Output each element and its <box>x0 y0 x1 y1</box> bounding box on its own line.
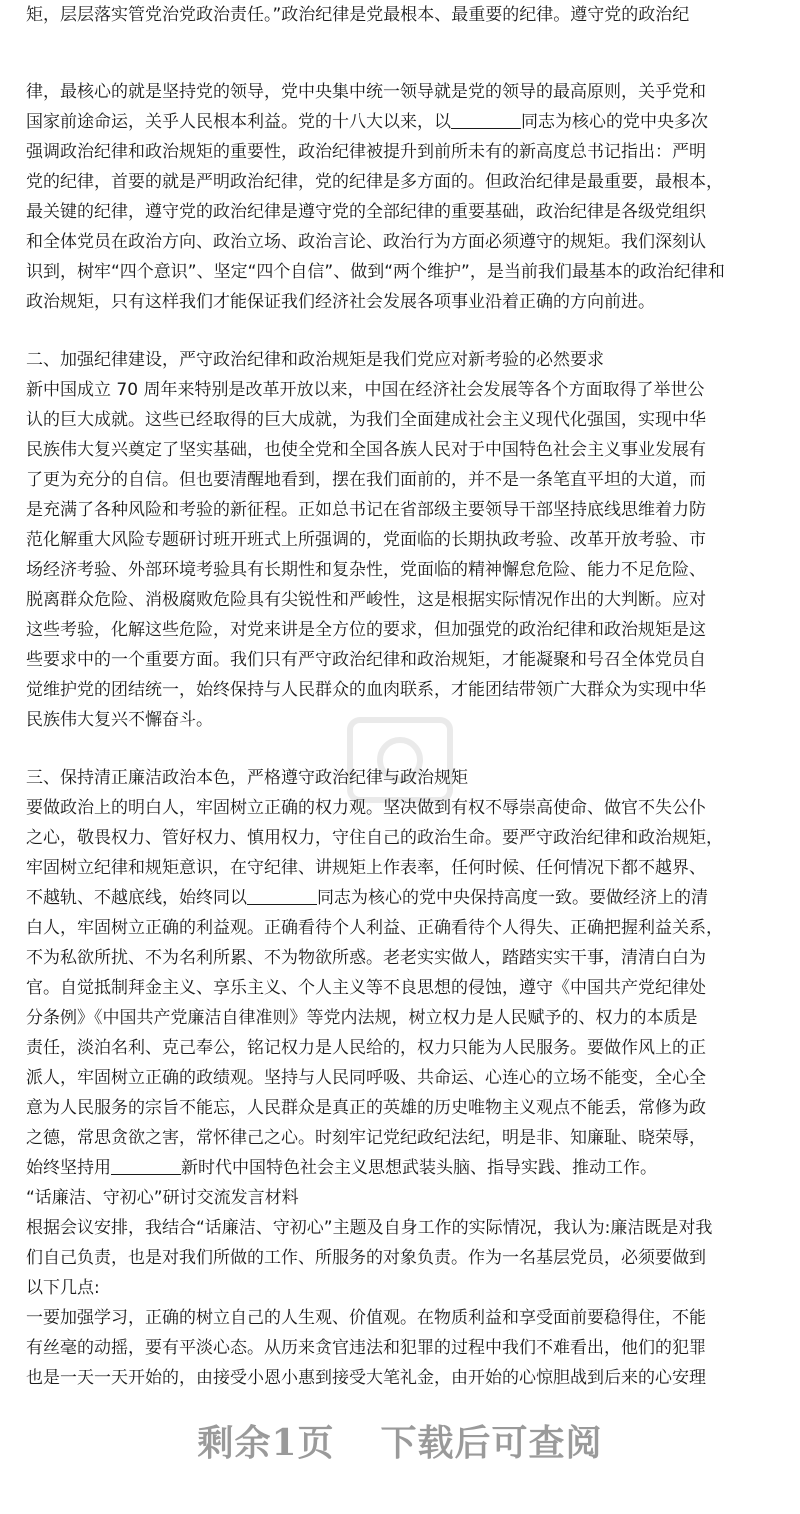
text-line: 是充满了各种风险和考验的新征程。正如总书记在省部级主要领导干部坚持底线思维着力防 <box>26 500 706 520</box>
text-line: 识到，树牢“四个意识”、坚定“四个自信”、做到“两个维护”，是当前我们最基本的政治纪律和 <box>26 262 725 282</box>
text-line: 责任，淡泊名利、克己奉公，铭记权力是人民给的，权力只能为人民服务。要做作风上的正 <box>26 1038 706 1058</box>
text-line <box>26 1153 778 1183</box>
text-line: 一要加强学习，正确的树立自己的人生观、价值观。在物质利益和享受面前要稳得住，不能 <box>26 1308 706 1328</box>
text-line: 这些考验，化解这些危险，对党来讲是全方位的要求，但加强党的政治纪律和政治规矩是这 <box>26 620 706 640</box>
text-line <box>26 883 778 913</box>
text-line <box>26 107 778 137</box>
section-heading-2: 二、加强纪律建设，严守政治纪律和政治规矩是我们党应对新考验的必然要求 <box>26 350 604 370</box>
paragraph-2 <box>26 77 778 317</box>
text-segment: 不越轨、不越底线，始终同以 <box>26 888 247 908</box>
text-line: 矩，层层落实管党治党政治责任。”政治纪律是党最根本、最重要的纪律。遵守党的政治纪 <box>26 5 690 25</box>
text-line: 觉维护党的团结统一，始终保持与人民群众的血肉联系，才能团结带领广大群众为实现中华 <box>26 680 706 700</box>
paragraph-5 <box>26 1213 778 1393</box>
text-line: 要做政治上的明白人，牢固树立正确的权力观。坚决做到有权不辱崇高使命、做官不失公仆 <box>26 798 706 818</box>
text-line: 不为私欲所扰、不为名利所累、不为物欲所惑。老老实实做人，踏踏实实干事，清清白白为 <box>26 948 706 968</box>
remaining-pages-label: 剩余1页 <box>197 1421 335 1464</box>
download-to-view-label: 下载后可查阅 <box>380 1421 603 1464</box>
text-line: 党的纪律，首要的就是严明政治纪律，党的纪律是多方面的。但政治纪律是最重要，最根本， <box>26 172 723 192</box>
text-line: 派人，牢固树立正确的政绩观。坚持与人民同呼吸、共命运、心连心的立场不能变，全心全 <box>26 1068 706 1088</box>
text-line: 之心，敬畏权力、管好权力、慎用权力，守住自己的政治生命。要严守政治纪律和政治规矩， <box>26 828 723 848</box>
text-line: 以下几点: <box>26 1278 100 1298</box>
text-line: 分条例》《中国共产党廉洁自律准则》等党内法规，树立权力是人民赋予的、权力的本质是 <box>26 1008 698 1028</box>
text-line: 牢固树立纪律和规矩意识，在守纪律、讲规矩上作表率，任何时候、任何情况下都不越界、 <box>26 858 706 878</box>
text-line: 们自己负责，也是对我们所做的工作、所服务的对象负责。作为一名基层党员，必须要做到 <box>26 1248 706 1268</box>
text-line: 官。自觉抵制拜金主义、享乐主义、个人主义等不良思想的侵蚀，遵守《中国共产党纪律处 <box>26 978 706 998</box>
paragraph-4 <box>26 793 778 1183</box>
text-segment: 新时代中国特色社会主义思想武装头脑、指导实践、推动工作。 <box>181 1158 657 1178</box>
text-segment: 同志为核心的党中央多次 <box>521 112 708 132</box>
text-segment: 国家前途命运，关乎人民根本利益。党的十八大以来，以 <box>26 112 451 132</box>
fill-in-blank <box>111 1158 181 1175</box>
text-line: 有丝毫的动摇，要有平淡心态。从历来贪官违法和犯罪的过程中我们不难看出，他们的犯罪 <box>26 1338 706 1358</box>
text-line: 和全体党员在政治方向、政治立场、政治言论、政治行为方面必须遵守的规矩。我们深刻认 <box>26 232 706 252</box>
text-line: 律，最核心的就是坚持党的领导，党中央集中统一领导就是党的领导的最高原则，关乎党和 <box>26 82 706 102</box>
text-line: 意为人民服务的宗旨不能忘，人民群众是真正的英雄的历史唯物主义观点不能丢，常修为政 <box>26 1098 706 1118</box>
fill-in-blank <box>451 112 521 129</box>
document-title-2: “话廉洁、守初心”研讨交流发言材料 <box>26 1188 299 1208</box>
section-heading-3: 三、保持清正廉洁政治本色，严格遵守政治纪律与政治规矩 <box>26 768 468 788</box>
text-line: 白人，牢固树立正确的利益观。正确看待个人利益、正确看待个人得失、正确把握利益关系， <box>26 918 723 938</box>
text-line: 了更为充分的自信。但也要清醒地看到，摆在我们面前的，并不是一条笔直平坦的大道，而 <box>26 470 706 490</box>
text-line: 最关键的纪律，遵守党的政治纪律是遵守党的全部纪律的重要基础，政治纪律是各级党组织 <box>26 202 706 222</box>
text-line: 也是一天一天开始的，由接受小恩小惠到接受大笔礼金，由开始的心惊胆战到后来的心安理 <box>26 1368 706 1388</box>
text-line: 脱离群众危险、消极腐败危险具有尖锐性和严峻性，这是根据实际情况作出的大判断。应对 <box>26 590 706 610</box>
text-segment: 同志为核心的党中央保持高度一致。要做经济上的清 <box>317 888 708 908</box>
text-line: 根据会议安排，我结合“话廉洁、守初心”主题及自身工作的实际情况，我认为:廉洁既是对我 <box>26 1218 713 1238</box>
paragraph-3 <box>26 375 778 735</box>
text-line: 民族伟大复兴奠定了坚实基础，也使全党和全国各族人民对于中国特色社会主义事业发展有 <box>26 440 706 460</box>
download-banner[interactable] <box>0 1385 800 1495</box>
text-line: 强调政治纪律和政治规矩的重要性，政治纪律被提升到前所未有的新高度总书记指出：严明 <box>26 142 706 162</box>
text-segment: 始终坚持用 <box>26 1158 111 1178</box>
document-body <box>26 0 778 1393</box>
text-line: 之德，常思贪欲之害，常怀律己之心。时刻牢记党纪政纪法纪，明是非、知廉耻、晓荣辱， <box>26 1128 706 1148</box>
text-line: 新中国成立 70 周年来特别是改革开放以来，中国在经济社会发展等各个方面取得了举世公 <box>26 380 705 400</box>
text-line: 范化解重大风险专题研讨班开班式上所强调的，党面临的长期执政考验、改革开放考验、市 <box>26 530 706 550</box>
text-line: 认的巨大成就。这些已经取得的巨大成就，为我们全面建成社会主义现代化强国，实现中华 <box>26 410 706 430</box>
download-prompt-text[interactable] <box>197 1415 602 1466</box>
text-line: 些要求中的一个重要方面。我们只有严守政治纪律和政治规矩，才能凝聚和号召全体党员自 <box>26 650 706 670</box>
text-line: 场经济考验、外部环境考验具有长期性和复杂性，党面临的精神懈怠危险、能力不足危险、 <box>26 560 706 580</box>
text-line: 民族伟大复兴不懈奋斗。 <box>26 710 213 730</box>
fill-in-blank <box>247 888 317 905</box>
paragraph-1 <box>26 0 778 30</box>
text-line: 政治规矩，只有这样我们才能保证我们经济社会发展各项事业沿着正确的方向前进。 <box>26 292 655 312</box>
